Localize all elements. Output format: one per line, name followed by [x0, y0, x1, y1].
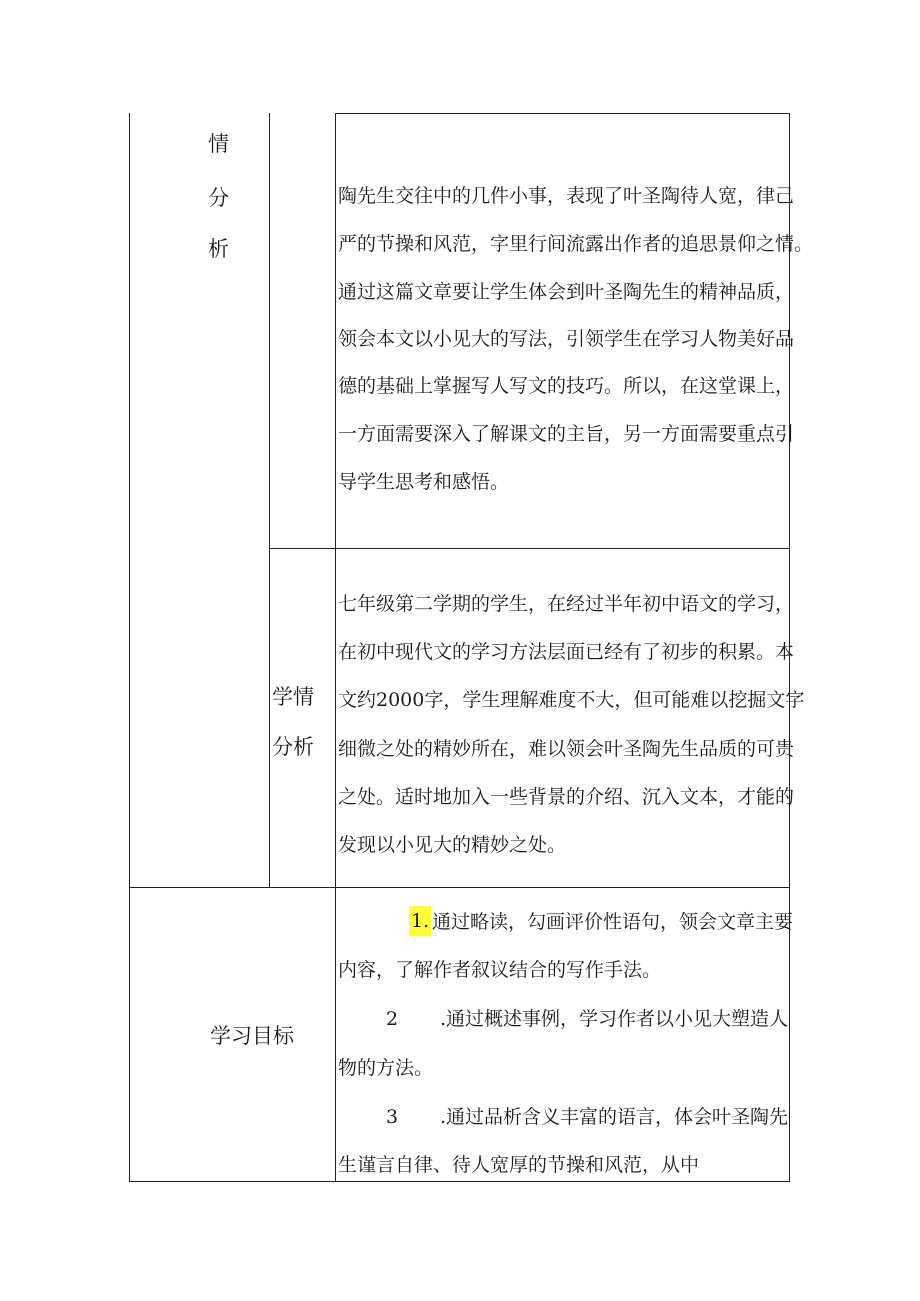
xueqing-label-line1: 学情	[272, 685, 314, 709]
row-divider-xueqing	[269, 548, 790, 549]
left-label-char-1: 情	[208, 132, 229, 156]
jiaocai-line: 陶先生交往中的几件小事，表现了叶圣陶待人宽，律己	[338, 185, 795, 207]
jiaocai-line: 导学生思考和感悟。	[338, 471, 510, 493]
goal-2-line-2: 物的方法。	[338, 1057, 434, 1079]
table-inner-divider-2	[335, 113, 336, 1182]
table-left-border	[129, 113, 130, 1182]
goal-2-number: 2	[386, 1008, 399, 1030]
row-top-border	[335, 113, 790, 114]
xueqing-line: 七年级第二学期的学生，在经过半年初中语文的学习，	[338, 593, 795, 615]
jiaocai-line: 一方面需要深入了解课文的主旨，另一方面需要重点引	[338, 423, 795, 445]
goal-1-line-2: 内容，了解作者叙议结合的写作手法。	[338, 959, 662, 981]
jiaocai-line: 领会本文以小见大的写法，引领学生在学习人物美好品	[338, 328, 795, 350]
xueqing-line: 文约2000字，学生理解难度不大，但可能难以挖掘文字	[338, 689, 805, 711]
left-label-char-2: 分	[208, 186, 229, 210]
goal-1-number: 1.	[409, 906, 431, 936]
xueqing-line: 细微之处的精妙所在，难以领会叶圣陶先生品质的可贵	[338, 738, 795, 760]
xueqing-line: 之处。适时地加入一些背景的介绍、沉入文本，才能的	[338, 786, 795, 808]
left-label-char-3: 析	[208, 237, 229, 261]
xueqing-line: 发现以小见大的精妙之处。	[338, 834, 567, 856]
goal-3-line-1: .通过品析含义丰富的语言，体会叶圣陶先	[440, 1106, 789, 1128]
jiaocai-line: 德的基础上掌握写人写文的技巧。所以，在这堂课上，	[338, 375, 795, 397]
goal-2-line-1: .通过概述事例，学习作者以小见大塑造人	[440, 1008, 789, 1030]
jiaocai-line: 通过这篇文章要让学生体会到叶圣陶先生的精神品质，	[338, 281, 795, 303]
table-inner-divider-1	[269, 113, 270, 888]
xueqing-line: 在初中现代文的学习方法层面已经有了初步的积累。本	[338, 641, 795, 663]
goals-label: 学习目标	[210, 1024, 294, 1048]
jiaocai-line: 严的节操和风范，字里行间流露出作者的追思景仰之情。	[338, 233, 814, 255]
goal-3-number: 3	[386, 1106, 399, 1128]
goal-3-line-2: 生谨言自律、待人宽厚的节操和风范，从中	[338, 1154, 700, 1176]
row-divider-goals	[129, 887, 790, 888]
goal-1-line-1: 通过略读，勾画评价性语句，领会文章主要	[432, 911, 794, 933]
table-bottom-border	[129, 1181, 790, 1182]
xueqing-label-line2: 分析	[272, 735, 314, 759]
